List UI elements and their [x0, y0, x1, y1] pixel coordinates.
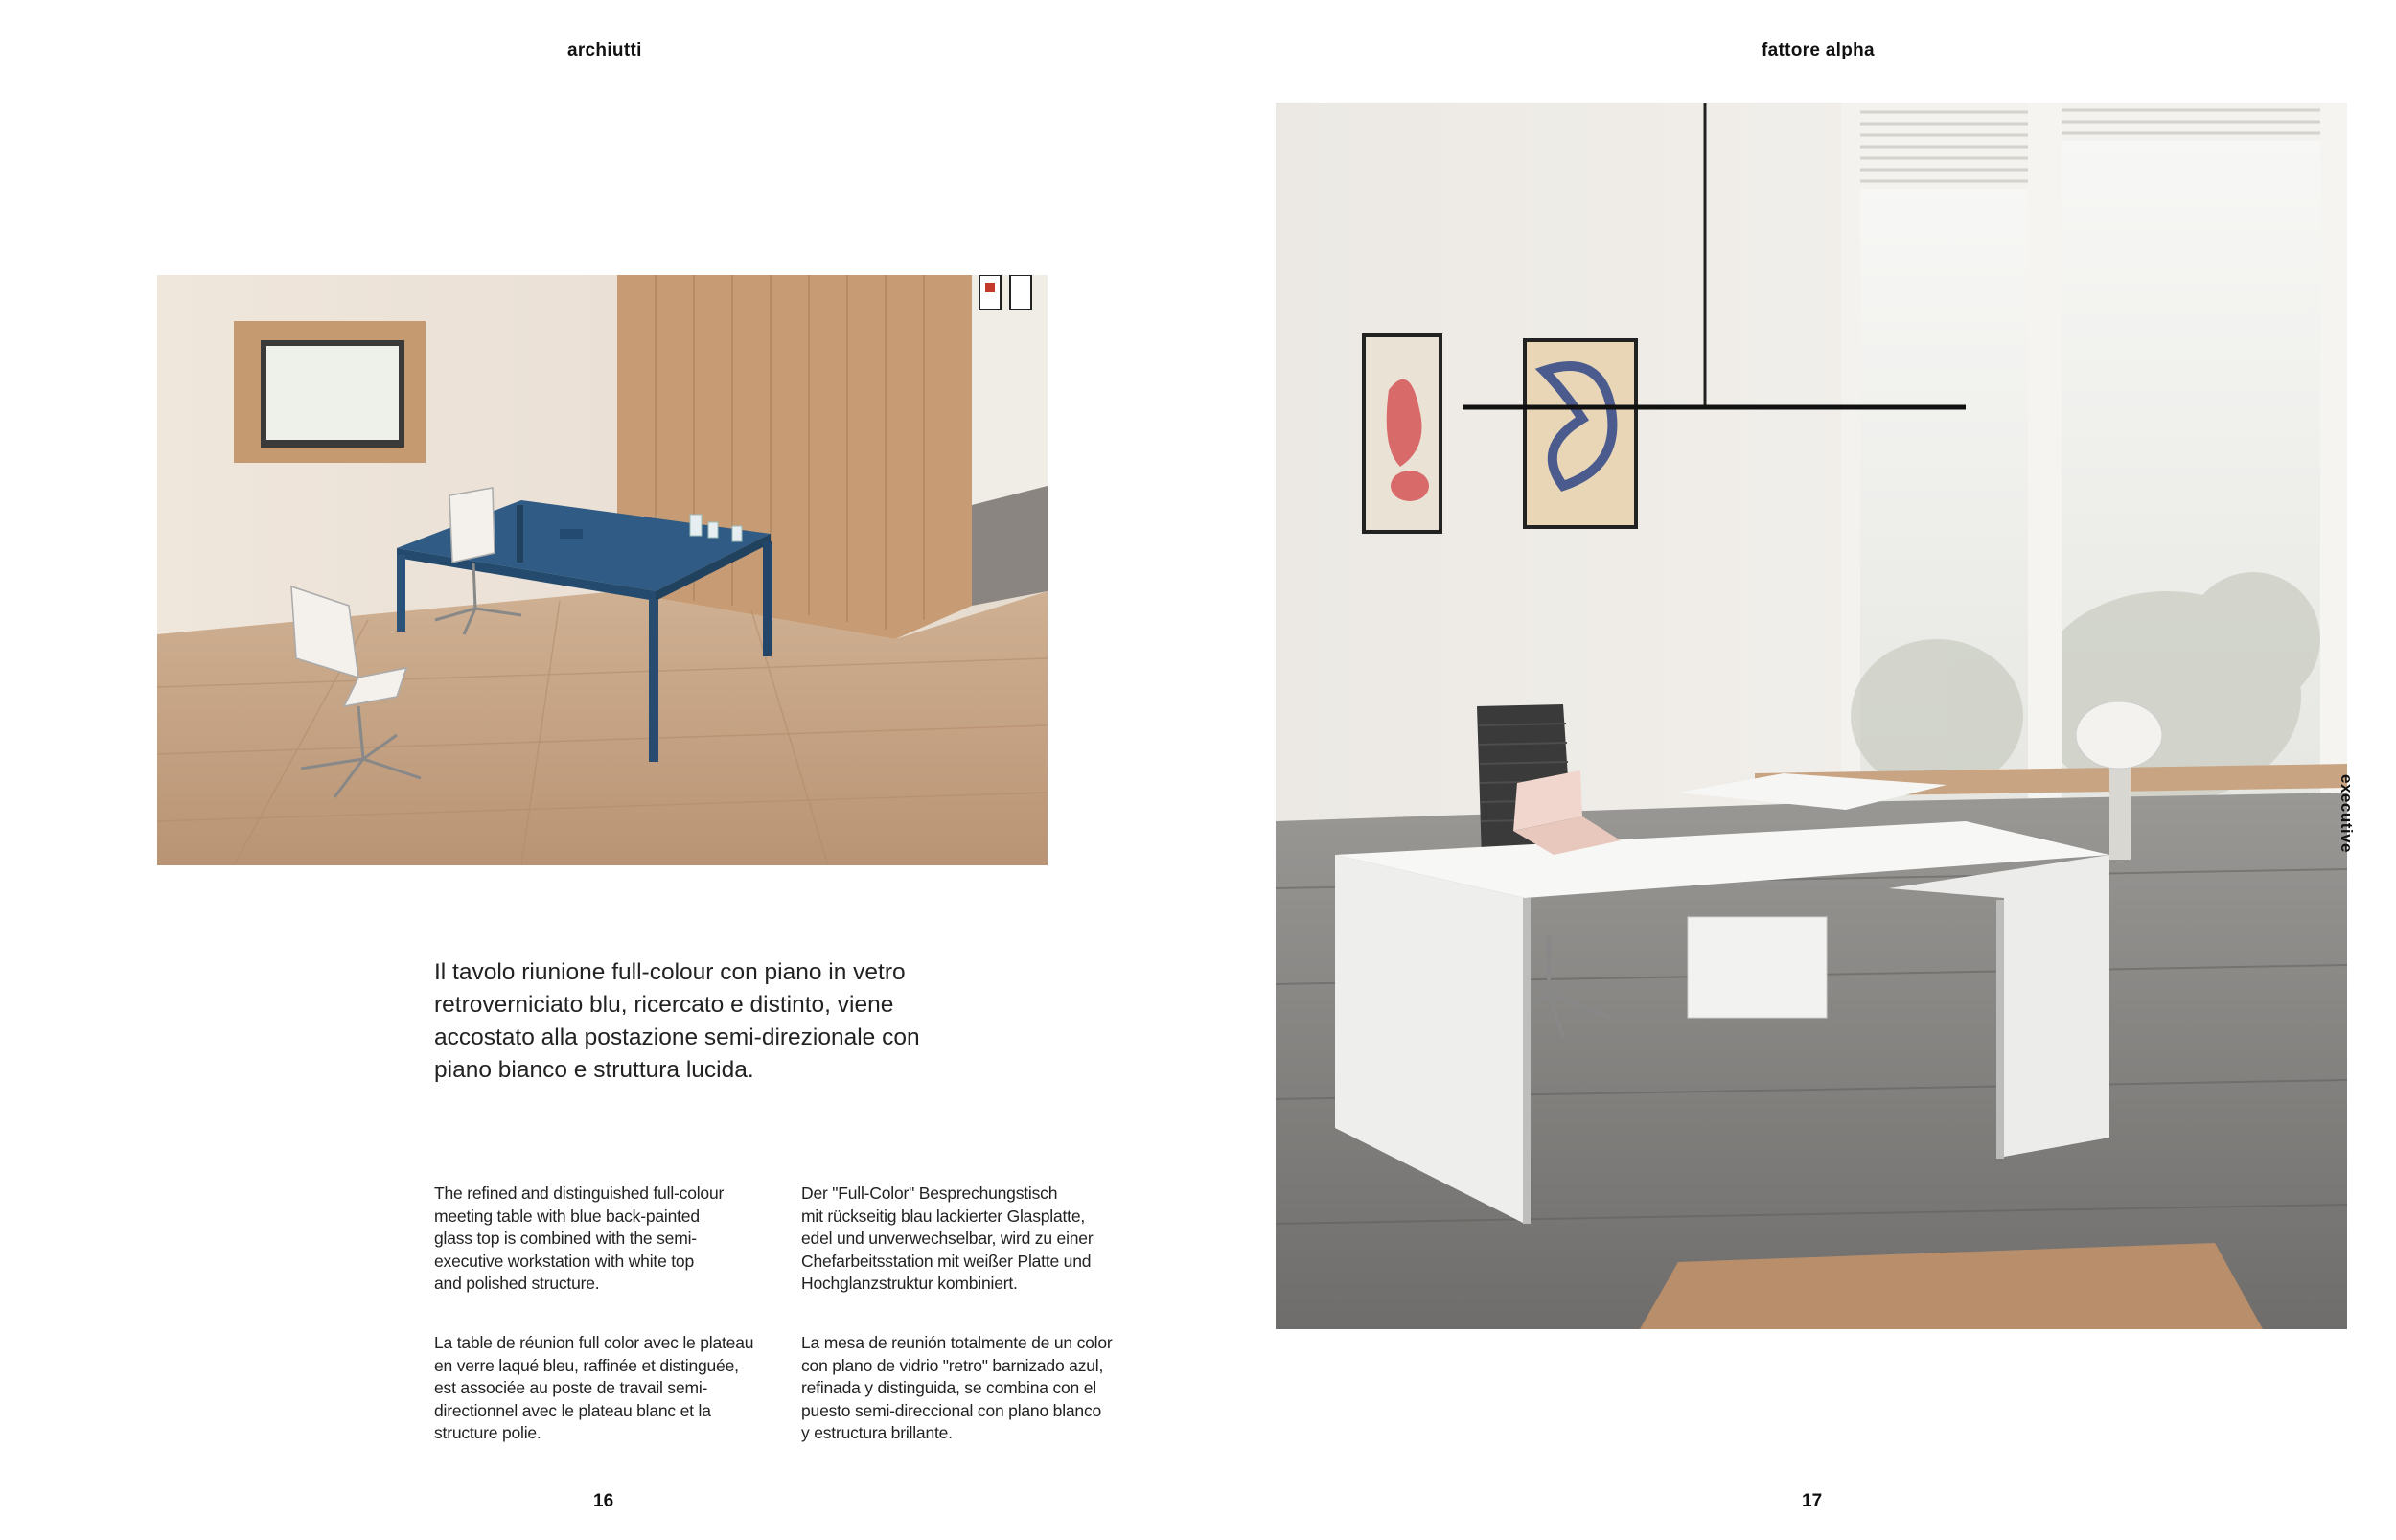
desc-line: The refined and distinguished full-colour	[434, 1184, 725, 1203]
description-english	[434, 1183, 779, 1296]
desc-line: executive workstation with white top	[434, 1251, 694, 1271]
desc-line: Chefarbeitsstation mit weißer Platte und	[801, 1251, 1092, 1271]
description-french	[434, 1332, 779, 1445]
desc-line: glass top is combined with the semi-	[434, 1229, 697, 1248]
desc-line: Der "Full-Color" Besprechungstisch	[801, 1184, 1058, 1203]
desc-line: La mesa de reunión totalmente de un color	[801, 1333, 1113, 1352]
desc-line: en verre laqué bleu, raffinée et distinguée,	[434, 1355, 739, 1375]
desc-line: con plano de vidrio "retro" barnizado azul,	[801, 1355, 1104, 1375]
desc-line: directionnel avec le plateau blanc et la	[434, 1400, 711, 1420]
desc-line: est associée au poste de travail semi-	[434, 1378, 708, 1397]
desc-line: meeting table with blue back-painted	[434, 1206, 700, 1226]
meeting-table-photo	[157, 275, 1048, 865]
brand-fattore-alpha: fattore alpha	[1762, 40, 1875, 60]
section-tab-executive: executive	[2338, 774, 2356, 853]
brand-archiutti: archiutti	[567, 40, 642, 60]
page-number-right: 17	[1802, 1491, 1823, 1511]
desc-line: La table de réunion full color avec le plateau	[434, 1333, 754, 1352]
desc-line: mit rückseitig blau lackierter Glasplatte,	[801, 1206, 1086, 1226]
desc-line: edel und unverwechselbar, wird zu einer	[801, 1229, 1094, 1248]
desc-line: Hochglanzstruktur kombiniert.	[801, 1274, 1018, 1293]
description-german	[801, 1183, 1146, 1296]
desc-line: and polished structure.	[434, 1274, 600, 1293]
page-number-left: 16	[593, 1491, 614, 1511]
description-spanish	[801, 1332, 1146, 1445]
intro-paragraph-italian: Il tavolo riunione full-colour con piano in vetro retroverniciato blu, ricercato e distinto, viene accostato alla postazione semi-direzionale con piano bianco e struttura lucida.	[434, 959, 920, 1083]
executive-desk-photo	[1276, 103, 2347, 1329]
desc-line: structure polie.	[434, 1423, 541, 1442]
desc-line: refinada y distinguida, se combina con el	[801, 1378, 1096, 1397]
desc-line: puesto semi-direccional con plano blanco	[801, 1400, 1102, 1420]
desc-line: y estructura brillante.	[801, 1423, 953, 1442]
